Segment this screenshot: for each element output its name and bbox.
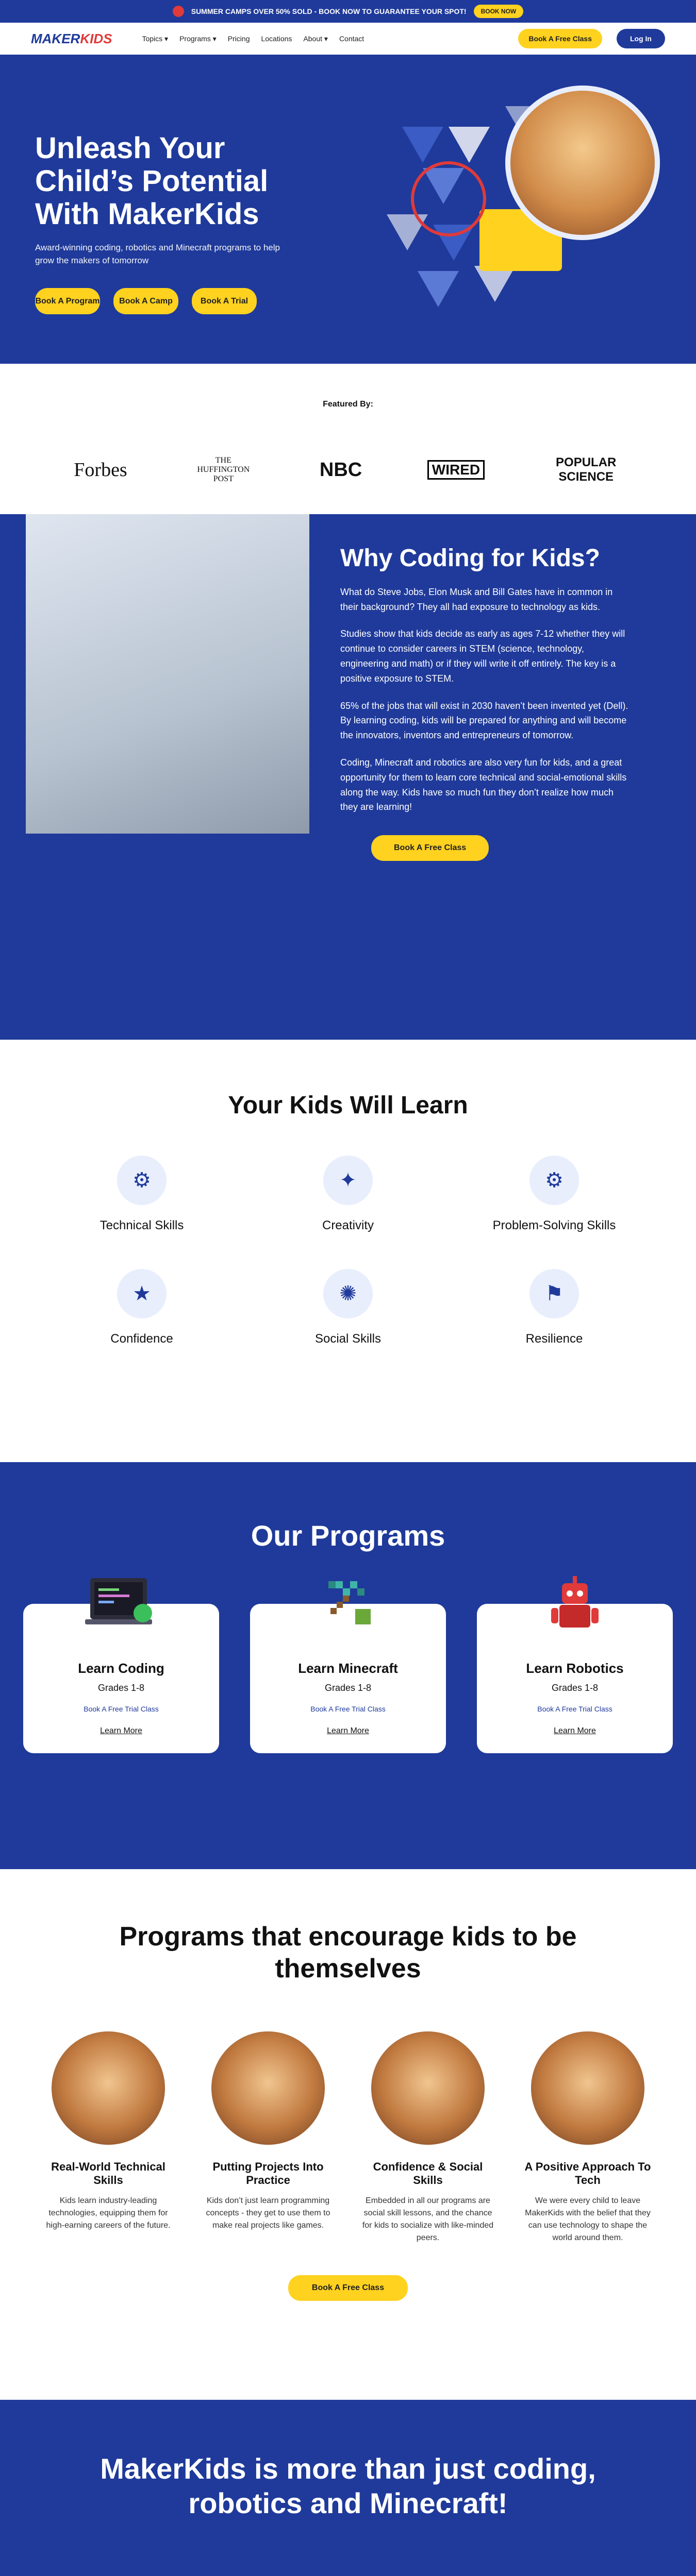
program-learn-more[interactable]: Learn More (327, 1726, 369, 1735)
puzzle-icon: ⚙ (529, 1156, 579, 1205)
encourage-title: Programs that encourage kids to be themselves (119, 1922, 577, 1984)
more-title: MakerKids is more than just coding, robotics and Minecraft! (100, 2452, 596, 2520)
why-title: Why Coding for Kids? (340, 545, 600, 572)
kid-photo (531, 2031, 644, 2145)
program-title: Learn Robotics (526, 1660, 624, 1676)
nav-link-contact[interactable]: Contact (339, 34, 364, 43)
nav-links (142, 35, 504, 43)
skill-item (451, 1269, 657, 1346)
pickaxe-icon (312, 1568, 384, 1640)
program-trial-link[interactable]: Book A Free Trial Class (84, 1705, 159, 1713)
promo-bar (0, 0, 696, 23)
encourage-item (361, 2031, 495, 2244)
nav-link-programs[interactable]: Programs ▾ (179, 34, 217, 43)
why-para: Studies show that kids decide as early as ages 7-12 whether they will continue to consider careers in STEM (science, technology, engineering and math) or if they will write it off entirely. The key is a positive exposure to STEM. (340, 629, 625, 684)
nav-link-about[interactable]: About ▾ (303, 34, 328, 43)
skill-label: Technical Skills (100, 1218, 184, 1232)
forbes-logo: Forbes (74, 459, 127, 481)
programs-section (0, 1462, 696, 1869)
promo-badge-icon (173, 6, 184, 17)
kid-photo (211, 2031, 325, 2145)
featured-section (0, 364, 696, 514)
encourage-item-title: A Positive Approach To Tech (524, 2160, 651, 2187)
encourage-grid (0, 2031, 696, 2244)
why-book-class-button[interactable]: Book A Free Class (371, 835, 489, 861)
featured-label: Featured By: (323, 400, 373, 409)
programs-title: Our Programs (251, 1519, 445, 1552)
book-program-button[interactable]: Book A Program (35, 288, 100, 314)
kid-photo (371, 2031, 485, 2145)
skill-label: Creativity (322, 1218, 374, 1232)
skill-label: Problem-Solving Skills (492, 1218, 616, 1232)
why-para: Coding, Minecraft and robotics are also very fun for kids, and a great opportunity for them to learn core technical and social-emotional skills along the way. Kids have so much fun they don’t realize how much they are learning! (340, 757, 627, 812)
nbc-logo: NBC (319, 459, 362, 481)
skills-title: Your Kids Will Learn (228, 1092, 468, 1119)
promo-text: SUMMER CAMPS OVER 50% SOLD - BOOK NOW TO GUARANTEE YOUR SPOT! (191, 7, 467, 15)
skills-section (0, 1040, 696, 1462)
encourage-item-desc: We were every child to leave MakerKids with the belief that they can use technology to shape the world around them. (525, 2196, 651, 2242)
program-trial-link[interactable]: Book A Free Trial Class (537, 1705, 612, 1713)
program-grades: Grades 1-8 (97, 1683, 145, 1693)
people-icon: ✺ (323, 1269, 373, 1318)
top-nav (0, 23, 696, 55)
laptop-code-icon (85, 1568, 157, 1640)
promo-book-button[interactable]: BOOK NOW (474, 5, 524, 18)
encourage-item (41, 2031, 175, 2244)
program-learn-more[interactable]: Learn More (100, 1726, 142, 1735)
hero-title: Unleash Your Child’s Potential With MakerKids (35, 131, 269, 231)
encourage-section (0, 1869, 696, 2400)
why-text (340, 545, 629, 861)
hero-subtitle: Award-winning coding, robotics and Minecraft programs to help grow the makers of tomorrow (35, 243, 280, 266)
logo-part-b: KIDS (80, 30, 112, 46)
huffington-post-logo: THE HUFFINGTON POST (197, 456, 250, 483)
press-logos (0, 455, 696, 484)
robot-icon (539, 1568, 611, 1640)
encourage-item-title: Real-World Technical Skills (51, 2160, 165, 2187)
program-grades: Grades 1-8 (551, 1683, 599, 1693)
hero-kid-photo (505, 86, 660, 240)
skill-item (451, 1156, 657, 1233)
program-learn-more[interactable]: Learn More (554, 1726, 596, 1735)
program-title: Learn Minecraft (298, 1660, 398, 1676)
program-cards (0, 1604, 696, 1753)
encourage-item-desc: Embedded in all our programs are social skill lessons, and the chance for kids to socialize with like-minded peers. (362, 2196, 494, 2242)
nav-book-class-button[interactable]: Book A Free Class (518, 29, 602, 48)
skill-label: Resilience (525, 1332, 583, 1346)
program-card-minecraft[interactable] (250, 1604, 446, 1753)
girl-celebrating-photo (26, 514, 309, 834)
book-camp-button[interactable]: Book A Camp (113, 288, 178, 314)
encourage-item-desc: Kids learn industry-leading technologies, equipping them for high-earning careers of the future. (46, 2196, 171, 2230)
skill-label: Confidence (110, 1332, 173, 1346)
nav-link-pricing[interactable]: Pricing (227, 34, 250, 43)
skills-grid (39, 1156, 657, 1346)
encourage-item (201, 2031, 335, 2244)
nav-link-topics[interactable]: Topics ▾ (142, 34, 169, 43)
skill-item (245, 1156, 451, 1233)
flag-icon: ⚑ (529, 1269, 579, 1318)
why-coding-section (0, 514, 696, 1040)
logo-part-a: MAKER (31, 30, 80, 46)
kid-photo (52, 2031, 165, 2145)
program-title: Learn Coding (78, 1660, 164, 1676)
sparkle-icon: ✦ (323, 1156, 373, 1205)
login-button[interactable]: Log In (617, 29, 665, 48)
why-para: What do Steve Jobs, Elon Musk and Bill Gates have in common in their background? They all had exposure to technology as kids. (340, 586, 613, 612)
program-card-coding[interactable] (23, 1604, 219, 1753)
skill-item (245, 1269, 451, 1346)
program-trial-link[interactable]: Book A Free Trial Class (310, 1705, 386, 1713)
program-card-robotics[interactable] (477, 1604, 673, 1753)
star-icon: ★ (117, 1269, 167, 1318)
skill-item (39, 1156, 245, 1233)
program-grades: Grades 1-8 (324, 1683, 372, 1693)
encourage-item-title: Confidence & Social Skills (373, 2160, 483, 2187)
encourage-item-title: Putting Projects Into Practice (212, 2160, 324, 2187)
encourage-book-class-button[interactable]: Book A Free Class (288, 2275, 408, 2301)
nav-link-locations[interactable]: Locations (261, 34, 292, 43)
skill-label: Social Skills (314, 1332, 382, 1346)
hero-section (0, 55, 696, 364)
popular-science-logo: POPULAR SCIENCE (556, 455, 617, 484)
gear-icon: ⚙ (117, 1156, 167, 1205)
more-than-coding-section (0, 2400, 696, 2576)
encourage-item (521, 2031, 655, 2244)
why-para: 65% of the jobs that will exist in 2030 haven’t been invented yet (Dell). By learning coding, kids will be prepared for anything and will become the innovators, inventors and entrepreneurs of tomorrow. (340, 700, 628, 741)
makerkids-logo[interactable] (31, 31, 112, 47)
encourage-item-desc: Kids don’t just learn programming concepts - they get to use them to make real projects like games. (206, 2196, 330, 2230)
book-trial-button[interactable]: Book A Trial (192, 288, 257, 314)
wired-logo: WIRED (427, 460, 485, 480)
skill-item (39, 1269, 245, 1346)
